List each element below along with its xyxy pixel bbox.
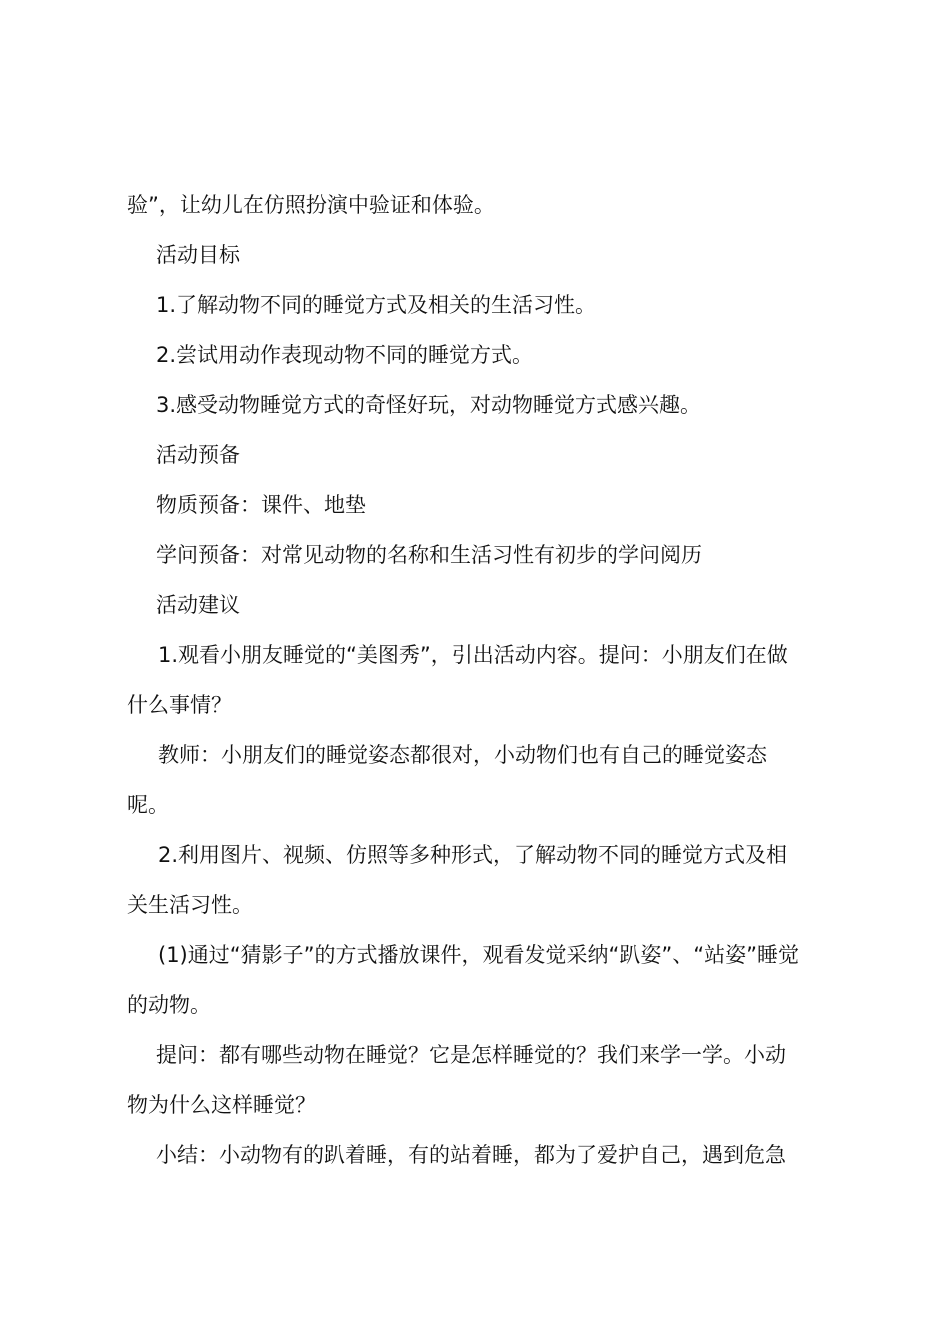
teacher-line-2: 呢。 (127, 793, 169, 817)
document-body (127, 180, 833, 1180)
suggestion-1-line-1: 1.观看小朋友睡觉的“美图秀”，引出活动内容。提问：小朋友们在做 (158, 643, 788, 667)
summary-line-1: 小结：小动物有的趴着睡，有的站着睡，都为了爱护自己，遇到危急 (156, 1143, 786, 1167)
suggestion-2-line-1: 2.利用图片、视频、仿照等多种形式，了解动物不同的睡觉方式及相 (158, 843, 788, 867)
question-line-2: 物为什么这样睡觉？ (127, 1093, 316, 1117)
section-heading-preparation: 活动预备 (156, 443, 240, 467)
paragraph-line: 验”，让幼儿在仿照扮演中验证和体验。 (127, 193, 495, 217)
suggestion-2-line-2: 关生活习性。 (127, 893, 253, 917)
material-preparation: 物质预备：课件、地垫 (156, 493, 366, 517)
sub-item-1-line-2: 的动物。 (127, 993, 211, 1017)
knowledge-preparation: 学问预备：对常见动物的名称和生活习性有初步的学问阅历 (156, 543, 702, 567)
goal-item-2: 2.尝试用动作表现动物不同的睡觉方式。 (156, 343, 534, 367)
suggestion-1-line-2: 什么事情？ (127, 693, 232, 717)
sub-item-1-line-1: (1)通过“猜影子”的方式播放课件，观看发觉采纳“趴姿”、“站姿”睡觉 (158, 943, 800, 967)
teacher-line-1: 教师：小朋友们的睡觉姿态都很对，小动物们也有自己的睡觉姿态 (158, 743, 767, 767)
goal-item-3: 3.感受动物睡觉方式的奇怪好玩，对动物睡觉方式感兴趣。 (156, 393, 702, 417)
question-line-1: 提问：都有哪些动物在睡觉？它是怎样睡觉的？我们来学一学。小动 (156, 1043, 786, 1067)
section-heading-goals: 活动目标 (156, 243, 240, 267)
section-heading-suggestions: 活动建议 (156, 593, 240, 617)
goal-item-1: 1.了解动物不同的睡觉方式及相关的生活习性。 (156, 293, 597, 317)
